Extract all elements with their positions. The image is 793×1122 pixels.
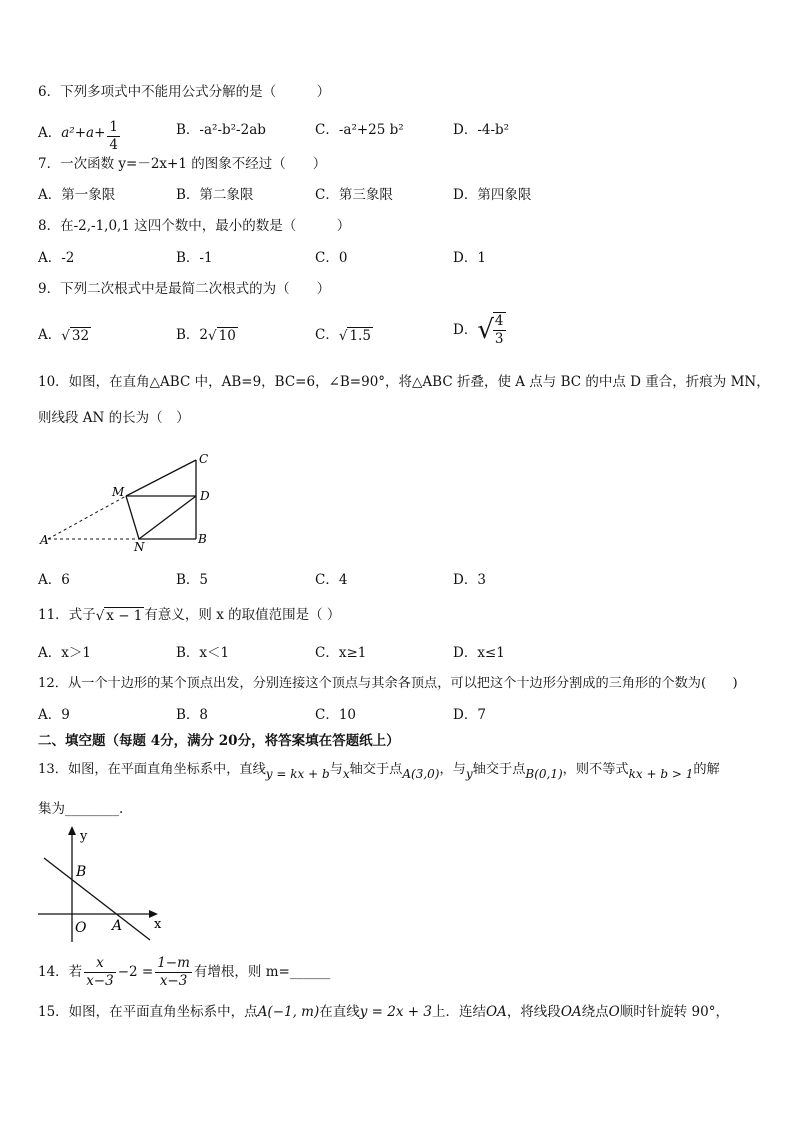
section-heading-fill-in: 二、填空题（每题 4分，满分 20分，将答案填在答题纸上） (38, 733, 400, 749)
q12-option-d: D．7 (453, 707, 486, 723)
q12-option-a: A．9 (38, 707, 70, 723)
q11-stem: 11．式子√ x − 1 有意义，则 x 的取值范围是（ ） (38, 607, 341, 624)
q9-options (38, 312, 758, 358)
q9-option-c: C．√ 1.5 (315, 324, 373, 347)
q9-option-d: D．√ $\frac{4}{3}$ (453, 313, 504, 347)
label-n: N (134, 540, 145, 554)
q10-options (38, 569, 758, 593)
label-c: C (199, 452, 209, 466)
sqrt-symbol: √ 1.5 (338, 327, 371, 344)
q10-stem-line2: 则线段 AN 的长为（ ） (38, 410, 190, 426)
q11-option-b: B．x＜1 (176, 645, 230, 661)
q8-stem: 8．在-2,-1,0,1 这四个数中，最小的数是（ ） (38, 218, 351, 234)
q6-option-c: C．-a²+25 b² (315, 122, 404, 138)
q12-options (38, 704, 758, 728)
q6-option-d: D．-4-b² (453, 122, 510, 138)
q9-option-a: A．√ 32 (38, 324, 91, 347)
label-m: M (112, 485, 125, 499)
q11-option-d: D．x≤1 (453, 645, 505, 661)
axis-label-y: y (80, 829, 88, 844)
q8-option-a: A．-2 (38, 250, 75, 266)
q10-option-d: D．3 (453, 572, 486, 588)
q11-option-c: C．x≥1 (315, 645, 367, 661)
sqrt-symbol: √ x − 1 (95, 607, 143, 624)
q10-triangle-figure (36, 448, 226, 556)
q13-coordinate-figure (34, 824, 174, 948)
q12-option-c: C．10 (315, 707, 357, 723)
q10-option-c: C．4 (315, 572, 348, 588)
fraction: $\frac{x}{x-3}$ (86, 955, 114, 989)
sqrt-symbol: √ 10 (208, 327, 236, 344)
q10-option-a: A．6 (38, 572, 70, 588)
q12-stem: 12．从一个十边形的某个顶点出发，分别连接这个顶点与其余各顶点，可以把这个十边形分割成的三角形的个数为( ) (38, 676, 738, 691)
q15-stem: 15．如图，在平面直角坐标系中，点A(−1, m)在直线y = 2x + 3上．连结OA，将线段OA绕点O顺时针旋转 90°， (38, 1004, 729, 1020)
label-b: B (198, 532, 207, 546)
q8-options (38, 247, 758, 271)
fraction: $\frac{1}{4}$ (109, 119, 118, 153)
q7-options (38, 184, 758, 208)
q12-option-b: B．8 (176, 707, 209, 723)
sqrt-symbol: √ (477, 315, 494, 345)
q6-options (38, 113, 758, 151)
fraction: $\frac{4}{3}$ (494, 313, 504, 347)
q7-option-a: A．第一象限 (38, 187, 116, 203)
label-b: B (76, 864, 87, 880)
q13-stem-line1: 13．如图，在平面直角坐标系中，直线y = kx + b与x轴交于点A(3,0)，与y轴交于点B(0,1)，则不等式kx + b > 1的解 (38, 762, 720, 781)
q9-option-b: B．2√ 10 (176, 324, 238, 347)
q11-options (38, 642, 758, 666)
q8-option-d: D．1 (453, 250, 486, 266)
axis-label-x: x (154, 917, 162, 932)
q10-option-b: B．5 (176, 572, 209, 588)
q7-option-b: B．第二象限 (176, 187, 254, 203)
label-a: A (112, 918, 123, 934)
q7-option-c: C．第三象限 (315, 187, 393, 203)
q11-option-a: A．x＞1 (38, 645, 91, 661)
fraction: $\frac{1-m}{x-3}$ (157, 955, 190, 989)
q6-stem: 6．下列多项式中不能用公式分解的是（ ） (38, 84, 331, 100)
sqrt-symbol: √ 32 (61, 327, 90, 344)
q8-option-c: C．0 (315, 250, 348, 266)
q8-option-b: B．-1 (176, 250, 213, 266)
q13-stem-line2: 集为________. (38, 801, 124, 817)
q7-stem: 7．一次函数 y=－2x+1 的图象不经过（ ） (38, 156, 327, 172)
q6-option-a: A．a²+a+ $\frac{1}{4}$ (38, 119, 118, 153)
label-o: O (75, 920, 87, 936)
q6-option-b: B．-a²-b²-2ab (176, 122, 266, 138)
q9-stem: 9．下列二次根式中是最简二次根式的为（ ） (38, 281, 331, 297)
label-d: D (200, 489, 210, 503)
label-a: A (40, 533, 49, 547)
q14-stem: 14．若 $\frac{x}{x-3}$ −2 = $\frac{1-m}{x-3}$ 有增根，则 m=______ (38, 955, 331, 989)
q7-option-d: D．第四象限 (453, 187, 532, 203)
q10-stem-line1: 10．如图，在直角△ABC 中，AB=9，BC=6，∠B=90°，将△ABC 折叠，使 A 点与 BC 的中点 D 重合，折痕为 MN， (38, 374, 770, 390)
